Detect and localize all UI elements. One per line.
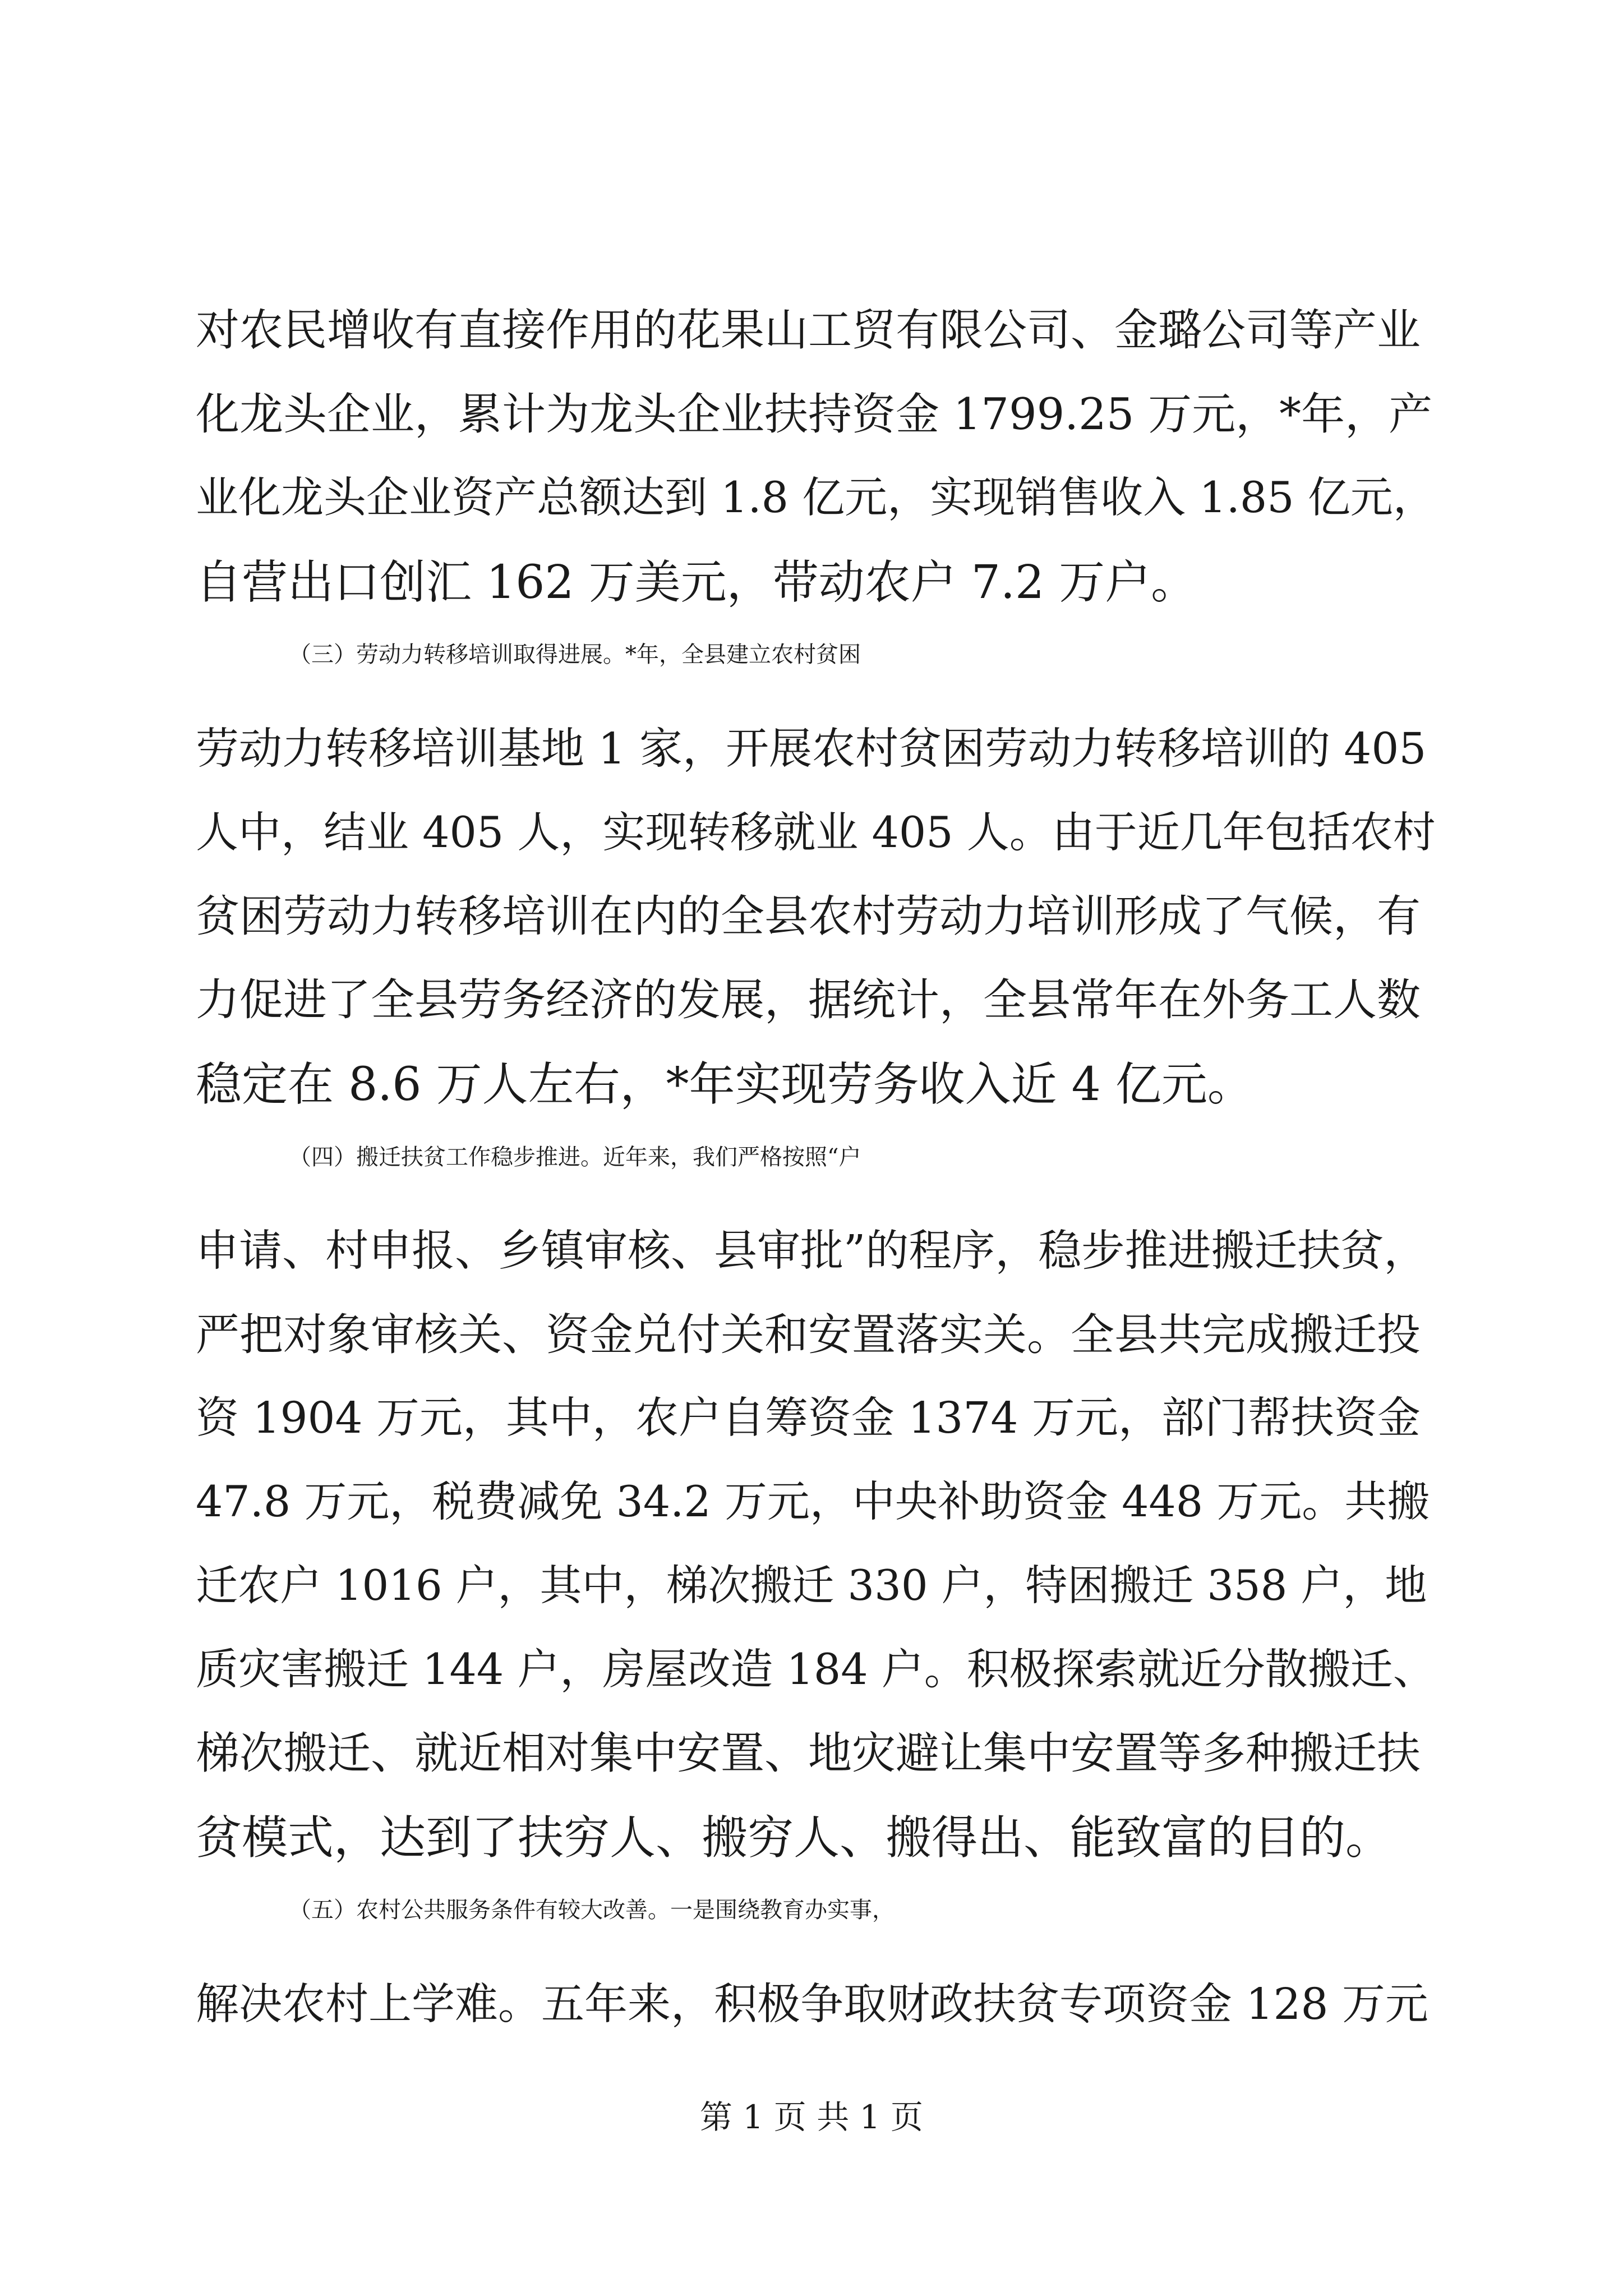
text-line: （四）搬迁扶贫工作稳步推进。近年来，我们严格按照“户 [289,1144,861,1170]
text-line: 资 1904 万元，其中，农户自筹资金 1374 万元，部门帮扶资金 [196,1393,1421,1443]
text-line: 迁农户 1016 户，其中，梯次搬迁 330 户，特困搬迁 358 户，地 [196,1561,1427,1610]
page-footer: 第 1 页 共 1 页 [700,2098,923,2136]
text-line: 人中，结业 405 人，实现转移就业 405 人。由于近几年包括农村 [196,807,1436,857]
text-line: （五）农村公共服务条件有较大改善。一是围绕教育办实事， [289,1897,895,1923]
text-line: 质灾害搬迁 144 户，房屋改造 184 户。积极探索就近分散搬迁、 [196,1644,1436,1694]
text-line: 对农民增收有直接作用的花果山工贸有限公司、金璐公司等产业 [196,305,1421,356]
text-line: 稳定在 8.6 万人左右，*年实现劳务收入近 4 亿元。 [196,1058,1253,1111]
text-line: 业化龙头企业资产总额达到 1.8 亿元，实现销售收入 1.85 亿元， [196,472,1436,522]
text-line: 自营出口创汇 162 万美元，带动农户 7.2 万户。 [196,556,1197,609]
text-line: 劳动力转移培训基地 1 家，开展农村贫困劳动力转移培训的 405 [196,724,1427,774]
text-line: 贫模式，达到了扶穷人、搬穷人、搬得出、能致富的目的。 [196,1811,1392,1865]
text-line: 力促进了全县劳务经济的发展，据统计，全县常年在外务工人数 [196,975,1421,1025]
text-line: 梯次搬迁、就近相对集中安置、地灾避让集中安置等多种搬迁扶 [196,1728,1421,1779]
text-line: 解决农村上学难。五年来，积极争取财政扶贫专项资金 128 万元 [196,1980,1428,2030]
text-line: （三）劳动力转移培训取得进展。*年，全县建立农村贫困 [289,642,861,668]
text-line: 47.8 万元，税费减免 34.2 万元，中央补助资金 448 万元。共搬 [196,1476,1430,1526]
text-line: 化龙头企业，累计为龙头企业扶持资金 1799.25 万元，*年，产 [196,389,1433,440]
text-line: 严把对象审核关、资金兑付关和安置落实关。全县共完成搬迁投 [196,1310,1421,1360]
text-line: 贫困劳动力转移培训在内的全县农村劳动力培训形成了气候，有 [196,891,1421,942]
text-line: 申请、村申报、乡镇审核、县审批”的程序，稳步推进搬迁扶贫， [196,1226,1427,1276]
